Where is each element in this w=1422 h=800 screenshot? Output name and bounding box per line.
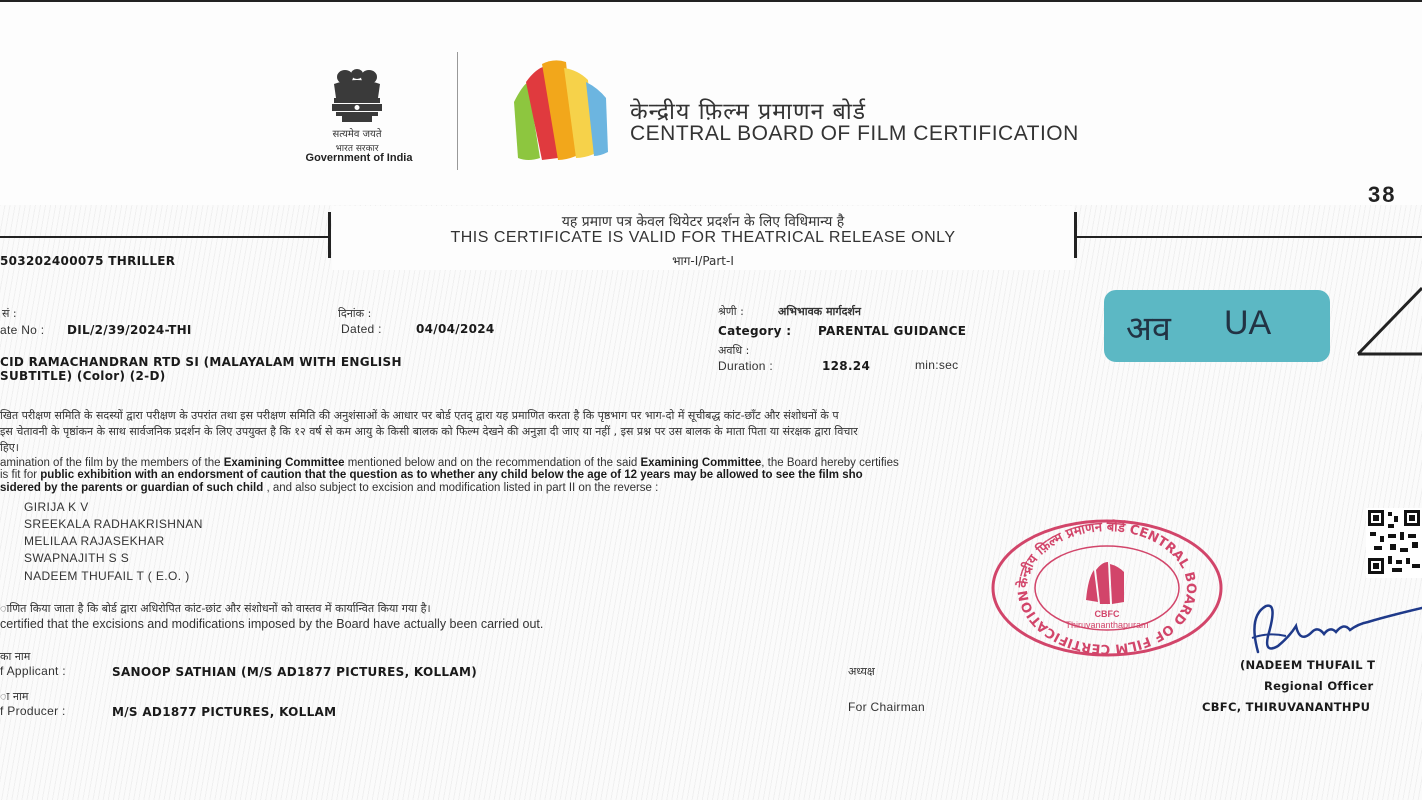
cert-no-label: ate No :: [0, 323, 45, 337]
chairman-label: For Chairman: [848, 700, 925, 714]
officer-name: (NADEEM THUFAIL T: [1240, 658, 1376, 672]
certification-text-hindi-2: इस चेतावनी के पृष्ठांकन के साथ सार्वजनिक प्रदर्शन के लिए उपयुक्त है कि १२ वर्ष से कम आयु के किसी बालक को फिल्म देखने की अनुज्ञा दी जाए या नहीं , इस प्रश्न पर उस बालक के माता पिता या संरक्षक द्वारा विचार: [0, 425, 858, 438]
banner-line-right: [1076, 236, 1422, 238]
rating-english: UA: [1224, 304, 1272, 342]
duration-label-hindi: अवधि :: [718, 344, 750, 357]
excision-text-hindi: ाणित किया जाता है कि बोर्ड द्वारा अधिरोपित कांट-छांट और संशोधनों को वास्तव में कार्यान्वित किया गया है।: [0, 602, 431, 615]
part-label: भाग-I/Part-I: [672, 254, 734, 268]
committee-member: MELILAA RAJASEKHAR: [24, 534, 165, 548]
certification-text-hindi-1: खित परीक्षण समिति के सदस्यों द्वारा परीक्षण के उपरांत तथा इस परीक्षण समिति की अनुशंसाओं के आधार पर बोर्ड एतद् द्वारा यह प्रमाणित करता है कि पृष्ठभाग पर भाग-दो में सूचीबद्ध कांट-छाँट और संशोधनों के प: [0, 409, 839, 422]
banner-bar-left: [328, 212, 331, 258]
header-divider: [457, 52, 458, 170]
certification-text-hindi-3: हिए।: [0, 441, 19, 454]
duration-label: Duration :: [718, 359, 774, 373]
category-label-hindi: श्रेणी :: [718, 305, 744, 318]
para-en2-b: public exhibition with an endorsment of caution that the question as to whether any child below the age of 12 years may be allowed to see the film sho: [40, 469, 863, 481]
org-name-hindi: केन्द्रीय फ़िल्म प्रमाणन बोर्ड: [630, 99, 867, 125]
applicant-label: f Applicant :: [0, 664, 66, 678]
officer-designation: Regional Officer: [1264, 679, 1374, 693]
date-label-hindi: दिनांक :: [338, 307, 372, 320]
committee-member: GIRIJA K V: [24, 500, 89, 514]
category-label: Category :: [718, 324, 792, 338]
applicant-label-hindi: का नाम: [0, 650, 31, 663]
banner-line-left: [0, 236, 330, 238]
para-en1-b: Examining Committee: [223, 457, 345, 469]
date-label: Dated :: [341, 322, 382, 336]
warning-triangle-icon: [1352, 282, 1422, 362]
film-id-genre: 503202400075 THRILLER: [0, 254, 176, 268]
rating-hindi: अव: [1126, 309, 1171, 349]
category-value: PARENTAL GUIDANCE: [818, 324, 967, 338]
excision-text-english: certified that the excisions and modifications imposed by the Board have actually been carried out.: [0, 617, 544, 631]
seal-ring-text: केन्द्रीय फ़िल्म प्रमाणन बोर्ड CENTRAL BOARD OF FILM CERTIFICATION: [1015, 519, 1199, 657]
para-en1-a: amination of the film by the members of the: [0, 457, 224, 469]
chairman-label-hindi: अध्यक्ष: [848, 665, 875, 678]
rating-badge: [1104, 290, 1330, 362]
qr-code-icon: [1366, 508, 1422, 578]
para-en1-d: Examining Committee: [640, 457, 762, 469]
banner-bar-right: [1074, 212, 1077, 258]
national-emblem-icon: [312, 64, 402, 134]
certificate-serial: 38: [1368, 182, 1397, 207]
duration-value: 128.24: [822, 359, 871, 373]
para-en3-a: sidered by the parents or guardian of such child: [0, 482, 264, 494]
cert-no-label-hindi: सं :: [2, 307, 17, 320]
cbfc-logo-icon: [506, 58, 616, 164]
film-title-line1: CID RAMACHANDRAN RTD SI (MALAYALAM WITH ENGLISH: [0, 355, 402, 369]
seal-city: Thiruvananthapuram: [1065, 620, 1149, 630]
category-value-hindi: अभिभावक मार्गदर्शन: [778, 305, 862, 318]
committee-member: SWAPNAJITH S S: [24, 551, 130, 565]
certification-text-english-2: [0, 469, 863, 481]
cert-no-value: DIL/2/39/2024-THI: [67, 323, 192, 337]
para-en1-c: mentioned below and on the recommendation of the said: [344, 457, 641, 469]
duration-unit: min:sec: [915, 358, 959, 372]
producer-label-hindi: ा नाम: [0, 690, 29, 703]
committee-member: SREEKALA RADHAKRISHNAN: [24, 517, 203, 531]
seal-abbr: CBFC: [1094, 609, 1120, 619]
para-en2-a: is fit for: [0, 469, 41, 481]
signature-icon: [1238, 596, 1422, 662]
producer-label: f Producer :: [0, 704, 66, 718]
validity-text-hindi: यह प्रमाण पत्र केवल थियेटर प्रदर्शन के लिए विधिमान्य है: [561, 214, 845, 230]
producer-value: M/S AD1877 PICTURES, KOLLAM: [112, 705, 337, 719]
para-en3-b: , and also subject to excision and modification listed in part II on the reverse :: [263, 482, 659, 494]
certification-text-english-1: [0, 457, 899, 469]
certification-text-english-3: [0, 482, 658, 494]
film-title-line2: SUBTITLE) (Color) (2-D): [0, 369, 166, 383]
committee-member: NADEEM THUFAIL T ( E.O. ): [24, 569, 190, 583]
org-name-english: CENTRAL BOARD OF FILM CERTIFICATION: [630, 122, 1079, 145]
government-label: Government of India: [305, 152, 413, 164]
para-en1-e: , the Board hereby certifies: [761, 457, 899, 469]
top-border: [0, 0, 1422, 2]
cbfc-seal-icon: [990, 518, 1224, 658]
emblem-motto: सत्यमेव जयते: [332, 129, 382, 140]
validity-text-english: THIS CERTIFICATE IS VALID FOR THEATRICAL RELEASE ONLY: [450, 229, 956, 246]
officer-office: CBFC, THIRUVANANTHPU: [1202, 700, 1371, 714]
applicant-value: SANOOP SATHIAN (M/S AD1877 PICTURES, KOLLAM): [112, 665, 477, 679]
date-value: 04/04/2024: [416, 322, 495, 336]
emblem-bharat: भारत सरकार: [335, 144, 379, 154]
